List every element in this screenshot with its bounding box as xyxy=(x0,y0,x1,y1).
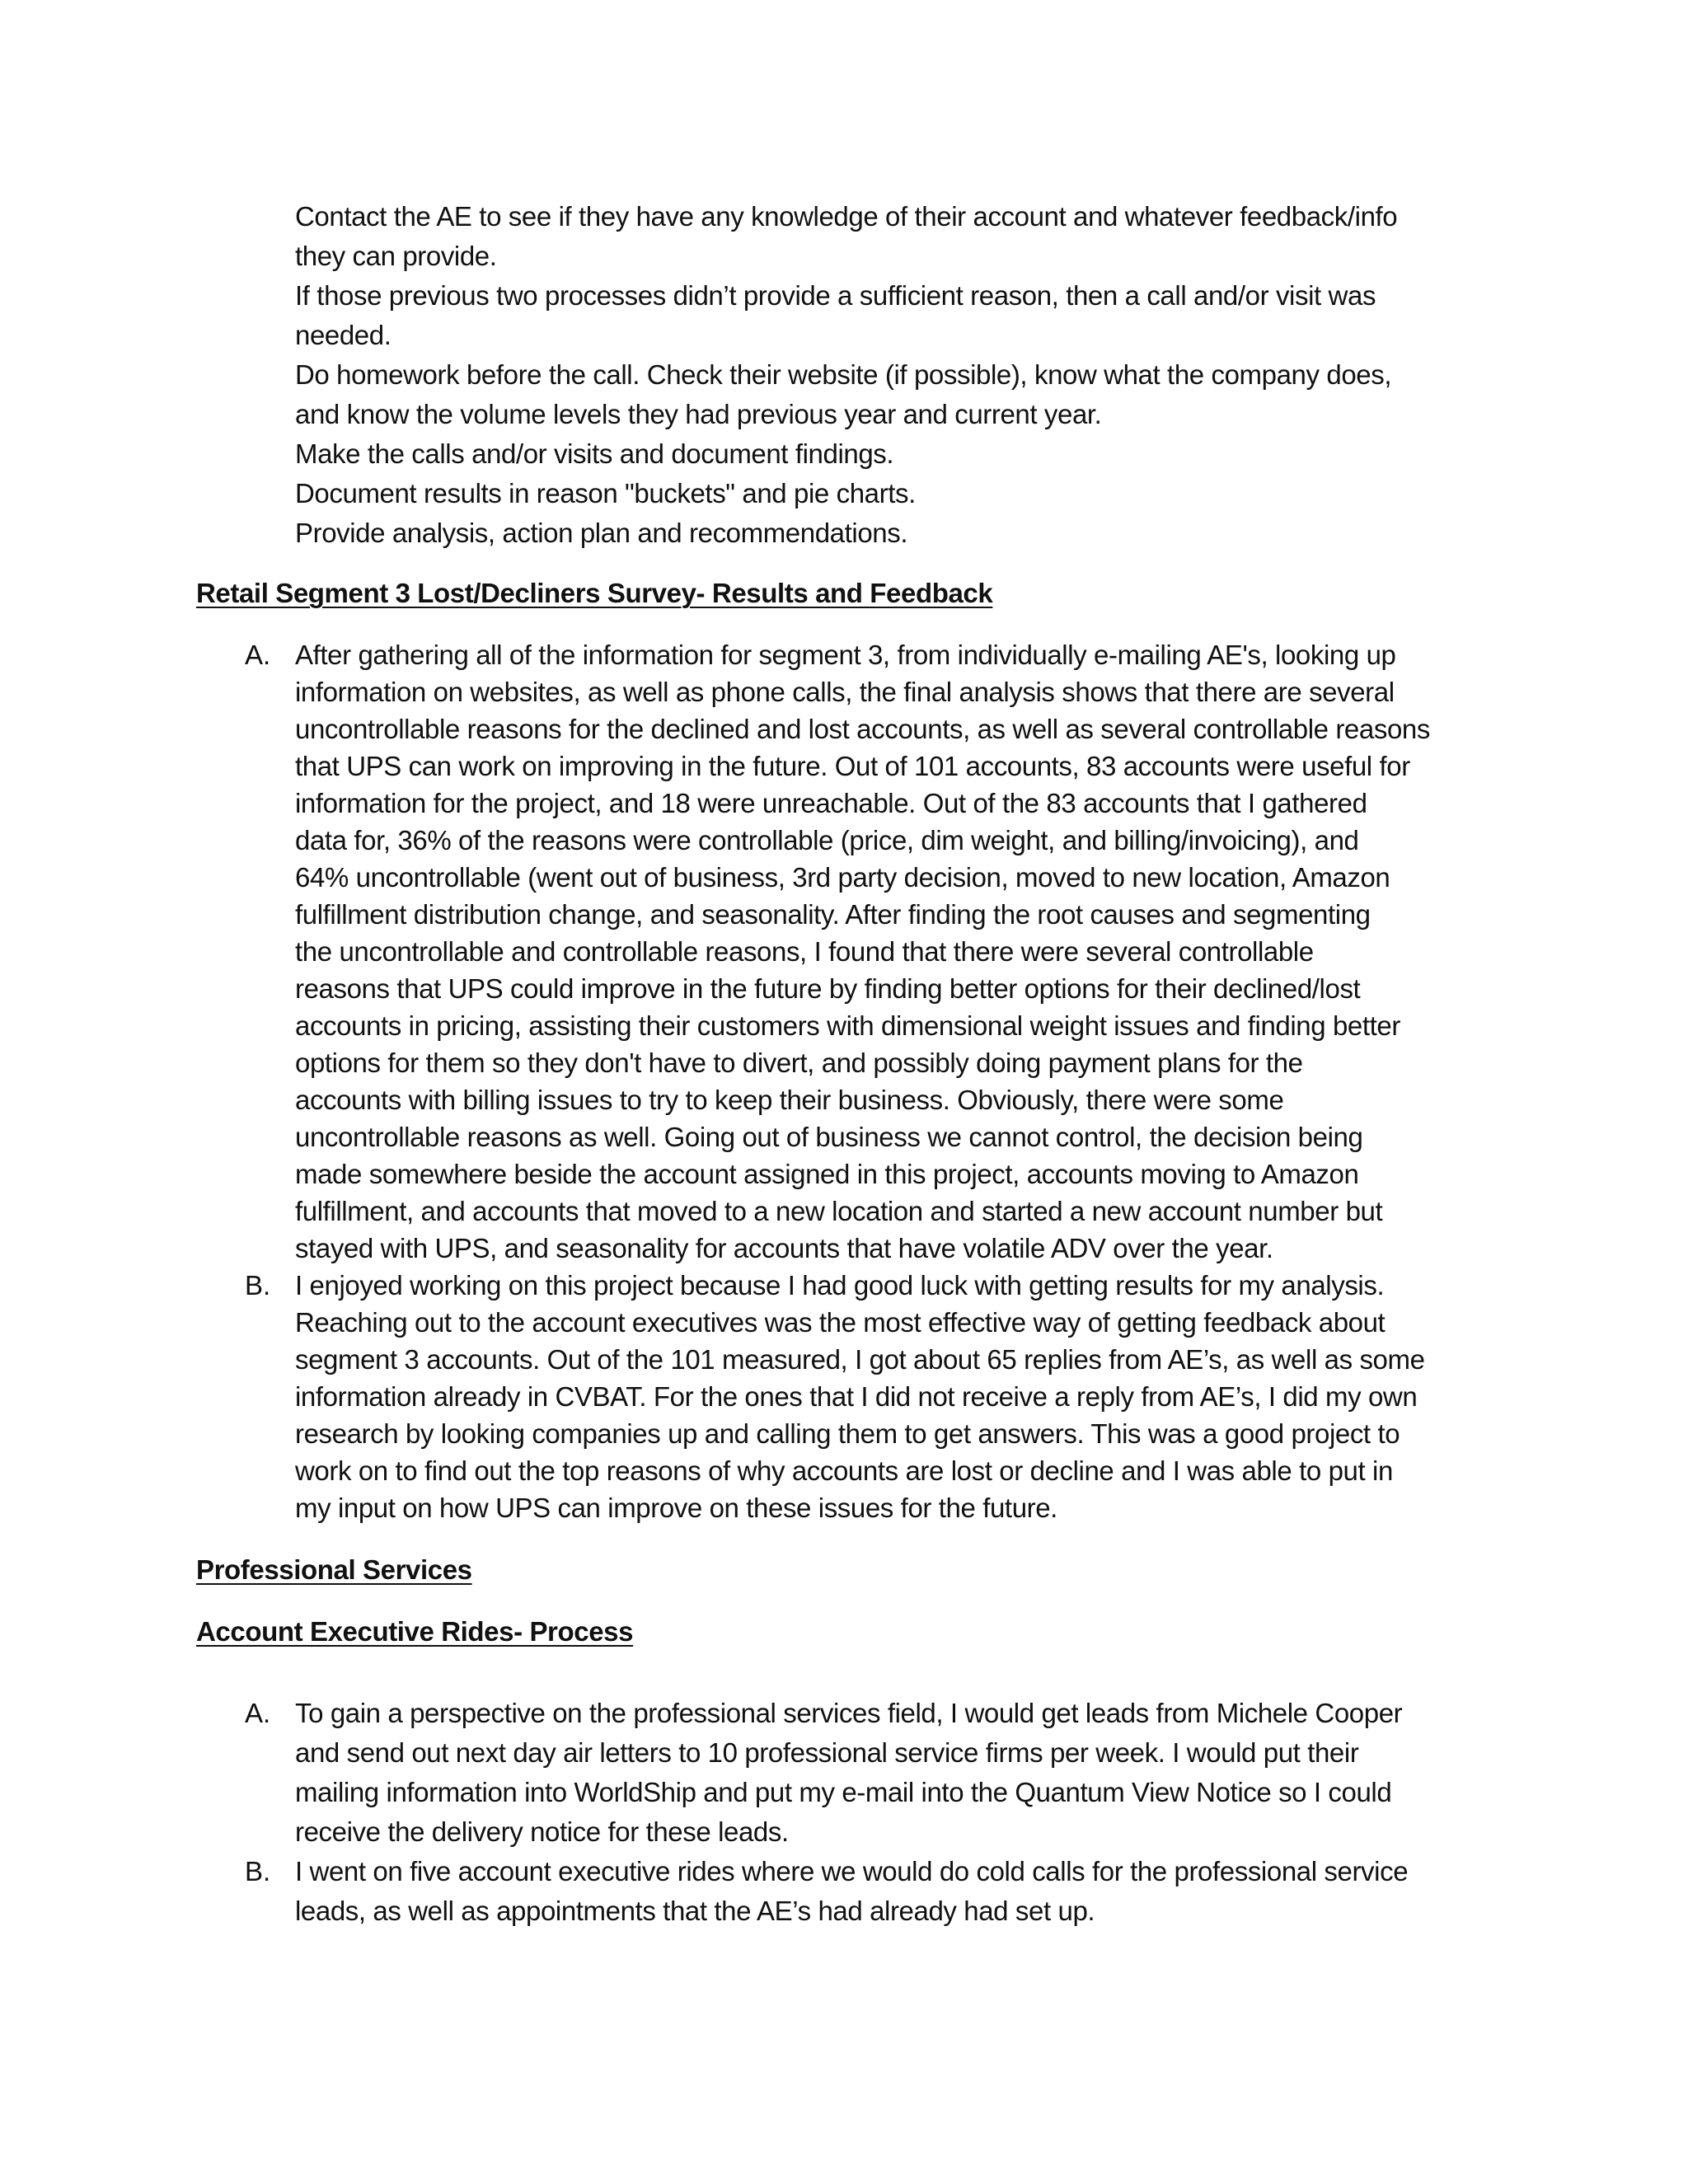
paragraph-line: fulfillment distribution change, and seasonality. After finding the root causes and segmenting xyxy=(295,899,1371,930)
paragraph-line: leads, as well as appointments that the AE’s had already had set up. xyxy=(295,1896,1095,1926)
paragraph-line: made somewhere beside the account assigned in this project, accounts moving to Amazon xyxy=(295,1159,1359,1189)
intro-line: and know the volume levels they had previous year and current year. xyxy=(295,399,1102,429)
paragraph-line: and send out next day air letters to 10 professional service firms per week. I would put their xyxy=(295,1737,1359,1768)
list-marker-b: B. xyxy=(245,1856,271,1886)
paragraph-line: receive the delivery notice for these leads. xyxy=(295,1816,789,1847)
paragraph-line: the uncontrollable and controllable reasons, I found that there were several controllable xyxy=(295,936,1314,967)
paragraph-line: research by looking companies up and calling them to get answers. This was a good project to xyxy=(295,1418,1400,1449)
section-heading-professional: Professional Services xyxy=(196,1554,472,1585)
paragraph-line: information already in CVBAT. For the ones that I did not receive a reply from AE’s, I did my own xyxy=(295,1381,1418,1412)
paragraph-line: information for the project, and 18 were unreachable. Out of the 83 accounts that I gathered xyxy=(295,788,1367,818)
paragraph-line: options for them so they don't have to divert, and possibly doing payment plans for the xyxy=(295,1047,1303,1078)
paragraph-line: that UPS can work on improving in the future. Out of 101 accounts, 83 accounts were useful for xyxy=(295,751,1410,781)
section-heading-ae-rides: Account Executive Rides- Process xyxy=(196,1616,634,1647)
paragraph-line: data for, 36% of the reasons were controllable (price, dim weight, and billing/invoicing), and xyxy=(295,825,1359,855)
list-marker-a: A. xyxy=(245,1698,271,1728)
paragraph-line: accounts with billing issues to try to keep their business. Obviously, there were some xyxy=(295,1085,1284,1115)
section-heading-retail: Retail Segment 3 Lost/Decliners Survey- Results and Feedback xyxy=(196,578,993,608)
paragraph-line: information on websites, as well as phone calls, the final analysis shows that there are several xyxy=(295,677,1395,707)
paragraph-line: mailing information into WorldShip and put my e-mail into the Quantum View Notice so I could xyxy=(295,1777,1392,1807)
paragraph-line: To gain a perspective on the professional services field, I would get leads from Michele Cooper xyxy=(295,1698,1403,1728)
paragraph-line: After gathering all of the information for segment 3, from individually e-mailing AE's, looking up xyxy=(295,640,1396,670)
paragraph-line: fulfillment, and accounts that moved to a new location and started a new account number but xyxy=(295,1196,1383,1226)
intro-line: If those previous two processes didn’t provide a sufficient reason, then a call and/or visit was xyxy=(295,280,1376,311)
intro-line: Contact the AE to see if they have any knowledge of their account and whatever feedback/info xyxy=(295,201,1398,232)
paragraph-line: I went on five account executive rides where we would do cold calls for the professional service xyxy=(295,1856,1409,1886)
paragraph-line: Reaching out to the account executives was the most effective way of getting feedback about xyxy=(295,1307,1386,1338)
intro-line: Make the calls and/or visits and document findings. xyxy=(295,438,894,469)
paragraph-line: stayed with UPS, and seasonality for accounts that have volatile ADV over the year. xyxy=(295,1233,1273,1263)
list-marker-a: A. xyxy=(245,640,271,670)
intro-line: Do homework before the call. Check their website (if possible), know what the company does, xyxy=(295,359,1392,390)
list-marker-b: B. xyxy=(245,1270,271,1301)
paragraph-line: reasons that UPS could improve in the future by finding better options for their declined/lost xyxy=(295,973,1361,1004)
intro-line: Provide analysis, action plan and recommendations. xyxy=(295,518,908,548)
paragraph-line: accounts in pricing, assisting their customers with dimensional weight issues and finding better xyxy=(295,1010,1400,1041)
intro-line: needed. xyxy=(295,320,392,350)
paragraph-line: uncontrollable reasons for the declined and lost accounts, as well as several controllable reasons xyxy=(295,714,1430,744)
paragraph-line: 64% uncontrollable (went out of business, 3rd party decision, moved to new location, Amazon xyxy=(295,862,1390,893)
paragraph-line: segment 3 accounts. Out of the 101 measured, I got about 65 replies from AE’s, as well as some xyxy=(295,1344,1425,1375)
intro-line: they can provide. xyxy=(295,241,497,271)
paragraph-line: work on to find out the top reasons of why accounts are lost or decline and I was able to put in xyxy=(295,1455,1393,1486)
paragraph-line: uncontrollable reasons as well. Going out of business we cannot control, the decision being xyxy=(295,1122,1363,1152)
paragraph-line: I enjoyed working on this project because I had good luck with getting results for my analysis. xyxy=(295,1270,1385,1301)
intro-line: Document results in reason "buckets" and pie charts. xyxy=(295,478,916,509)
paragraph-line: my input on how UPS can improve on these issues for the future. xyxy=(295,1493,1057,1523)
